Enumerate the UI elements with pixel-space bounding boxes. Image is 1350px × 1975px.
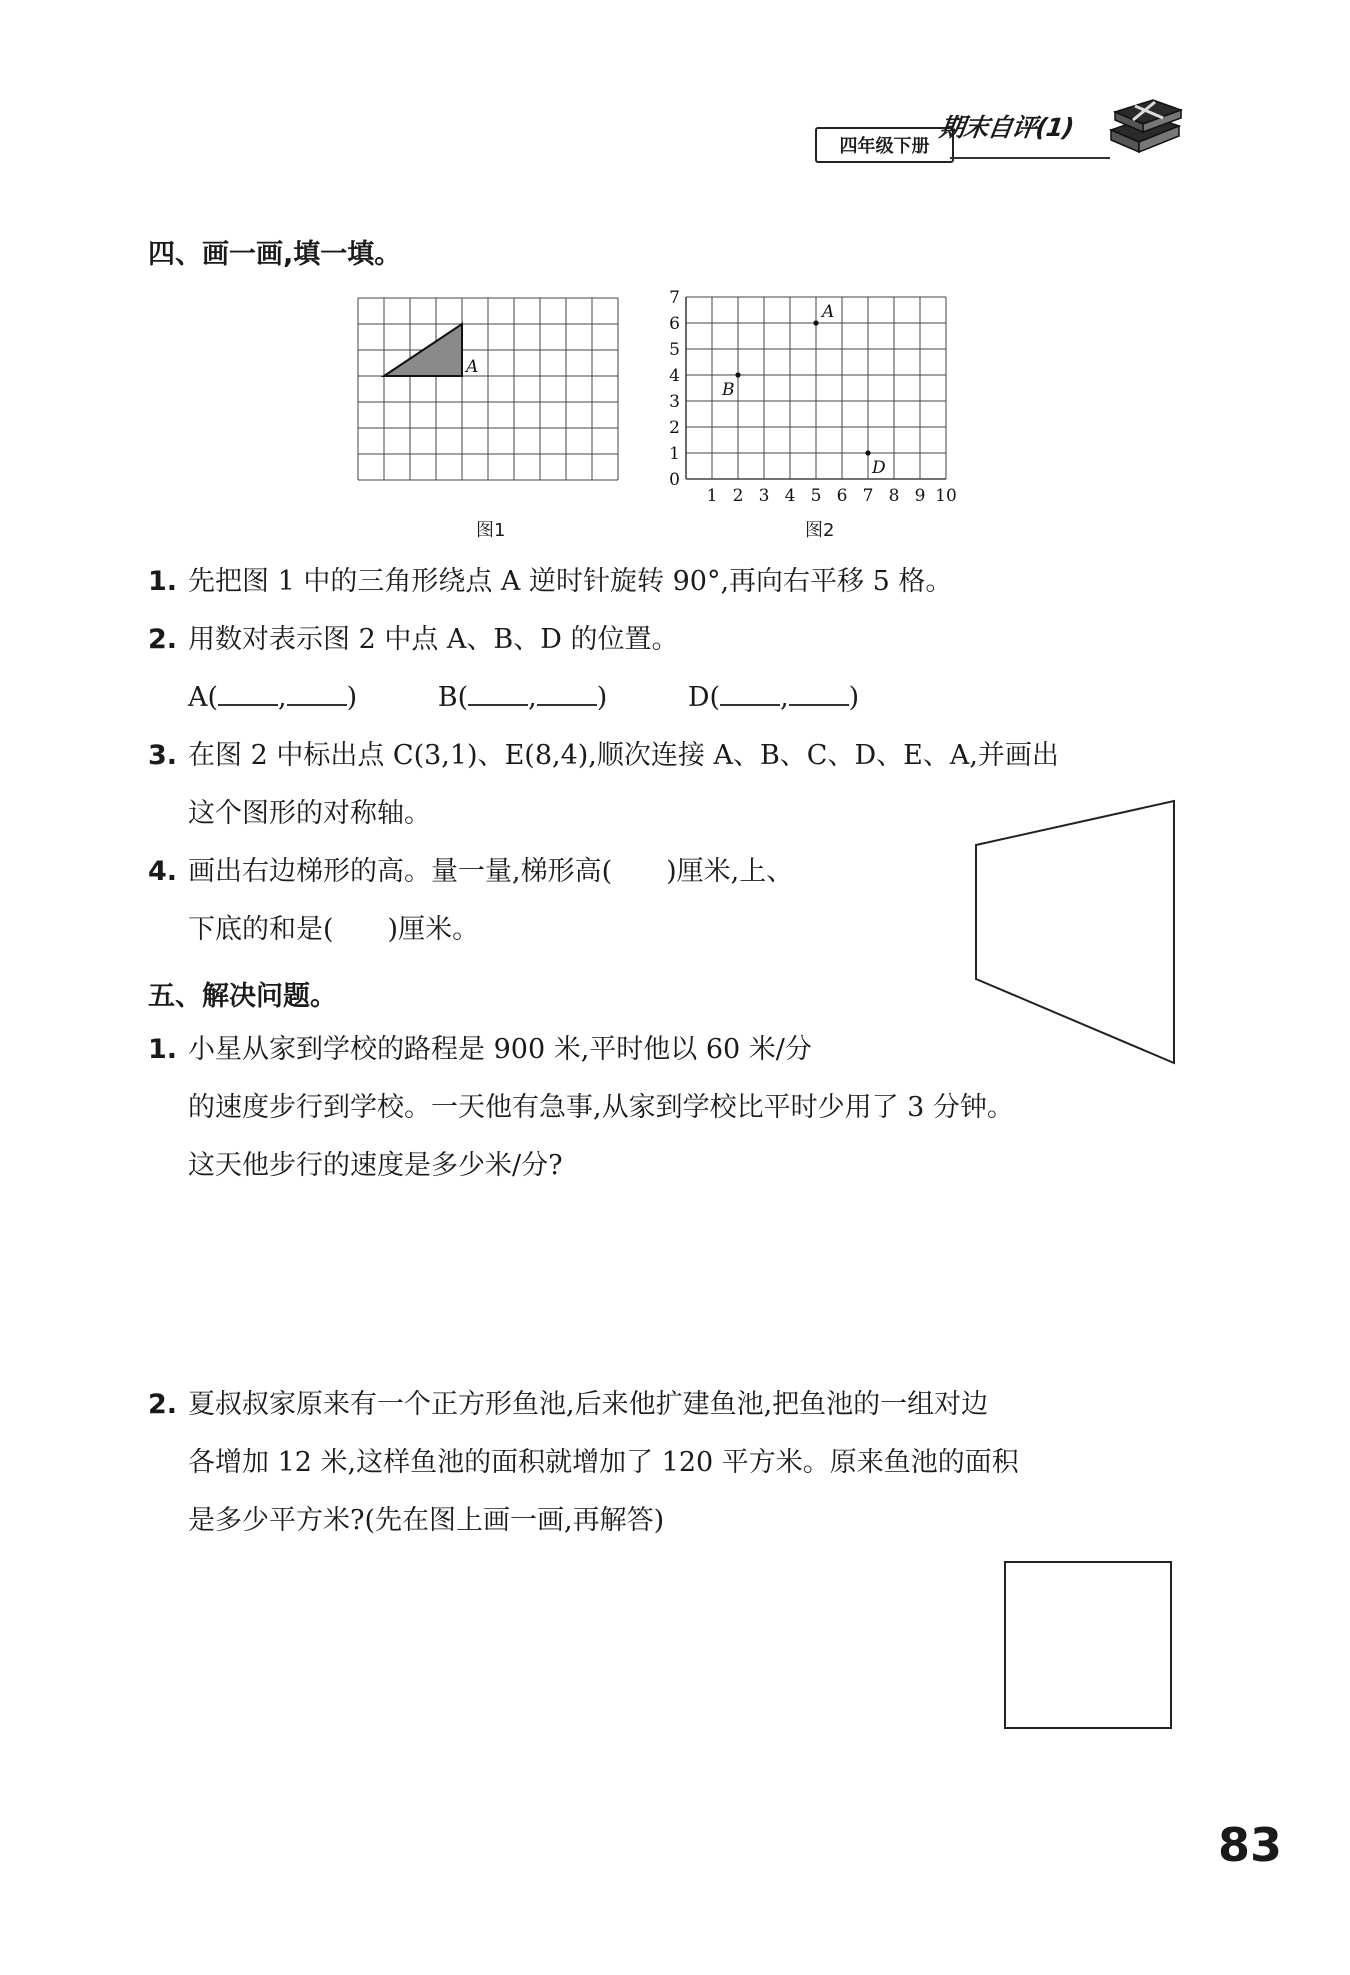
problem-5-1-line-2: 的速度步行到学校。一天他有急事,从家到学校比平时少用了 3 分钟。 <box>188 1092 1014 1123</box>
coordinate-answers <box>188 669 931 727</box>
point-label-a: A <box>466 357 479 377</box>
y-tick-label: 0 <box>669 470 680 490</box>
problem-5-1: 1. 小星从家到学校的路程是 900 米,平时他以 60 米/分 <box>148 1034 812 1065</box>
x-tick-label: 1 <box>706 486 718 506</box>
question-4-4-cont: 下底的和是( )厘米。 <box>188 914 480 945</box>
problem-5-1-line-3: 这天他步行的速度是多少米/分? <box>188 1150 563 1181</box>
question-4-4: 4. 画出右边梯形的高。量一量,梯形高( )厘米,上、 <box>148 856 794 887</box>
answer-blank[interactable] <box>287 682 347 706</box>
x-tick-label: 5 <box>810 486 822 506</box>
y-tick-label: 6 <box>669 314 680 334</box>
x-tick-label: 6 <box>836 486 848 506</box>
books-icon <box>1105 92 1185 164</box>
section-4-title: 四、画一画,填一填。 <box>148 239 402 270</box>
y-tick-label: 1 <box>669 444 680 464</box>
header-rule <box>950 157 1110 159</box>
square-pond-figure <box>1003 1560 1173 1732</box>
question-4-1: 1. 先把图 1 中的三角形绕点 A 逆时针旋转 90°,再向右平移 5 格。 <box>148 566 953 597</box>
x-tick-label: 4 <box>784 486 796 506</box>
x-tick-label: 10 <box>935 486 957 506</box>
unit-title: 期末自评(1) <box>937 113 1076 142</box>
figure-2-caption: 图2 <box>805 520 835 541</box>
x-tick-label: 8 <box>888 486 900 506</box>
point-d-label: D <box>872 458 886 478</box>
y-tick-label: 4 <box>669 366 680 386</box>
y-tick-label: 3 <box>669 392 680 412</box>
trapezoid-figure <box>970 795 1180 1075</box>
coord-answer-d: D( , ) <box>687 682 860 713</box>
answer-blank[interactable] <box>537 682 597 706</box>
y-tick-label: 5 <box>669 340 680 360</box>
x-tick-label: 2 <box>732 486 744 506</box>
question-4-3-cont: 这个图形的对称轴。 <box>188 798 431 829</box>
answer-blank[interactable] <box>218 682 278 706</box>
figure-1-grid <box>355 295 625 487</box>
point-a-label: A <box>822 302 835 322</box>
point-d-dot <box>865 450 870 455</box>
question-4-2: 2. 用数对表示图 2 中点 A、B、D 的位置。 <box>148 624 679 655</box>
y-tick-label: 7 <box>669 288 680 308</box>
page-number: 83 <box>1218 1818 1283 1872</box>
x-tick-label: 9 <box>914 486 926 506</box>
answer-blank[interactable] <box>468 682 528 706</box>
point-b-dot <box>735 372 740 377</box>
grade-label: 四年级下册 <box>815 127 954 163</box>
answer-blank[interactable] <box>720 682 780 706</box>
x-tick-label: 3 <box>758 486 770 506</box>
figure-2-coordinate-grid <box>660 285 980 515</box>
figure-1-caption: 图1 <box>476 520 506 541</box>
problem-5-2-line-3: 是多少平方米?(先在图上画一画,再解答) <box>188 1505 665 1536</box>
problem-5-2-line-2: 各增加 12 米,这样鱼池的面积就增加了 120 平方米。原来鱼池的面积 <box>188 1447 1019 1478</box>
point-b-label: B <box>722 380 735 400</box>
y-tick-label: 2 <box>669 418 680 438</box>
coord-answer-b: B( , ) <box>437 682 608 713</box>
point-a-dot <box>813 320 818 325</box>
section-5-title: 五、解决问题。 <box>148 981 337 1012</box>
answer-blank[interactable] <box>789 682 849 706</box>
problem-5-2: 2. 夏叔叔家原来有一个正方形鱼池,后来他扩建鱼池,把鱼池的一组对边 <box>148 1389 989 1420</box>
coord-answer-a: A( , ) <box>188 682 358 713</box>
question-4-3: 3. 在图 2 中标出点 C(3,1)、E(8,4),顺次连接 A、B、C、D、E、A,并画出 <box>148 740 1059 771</box>
x-tick-label: 7 <box>862 486 874 506</box>
